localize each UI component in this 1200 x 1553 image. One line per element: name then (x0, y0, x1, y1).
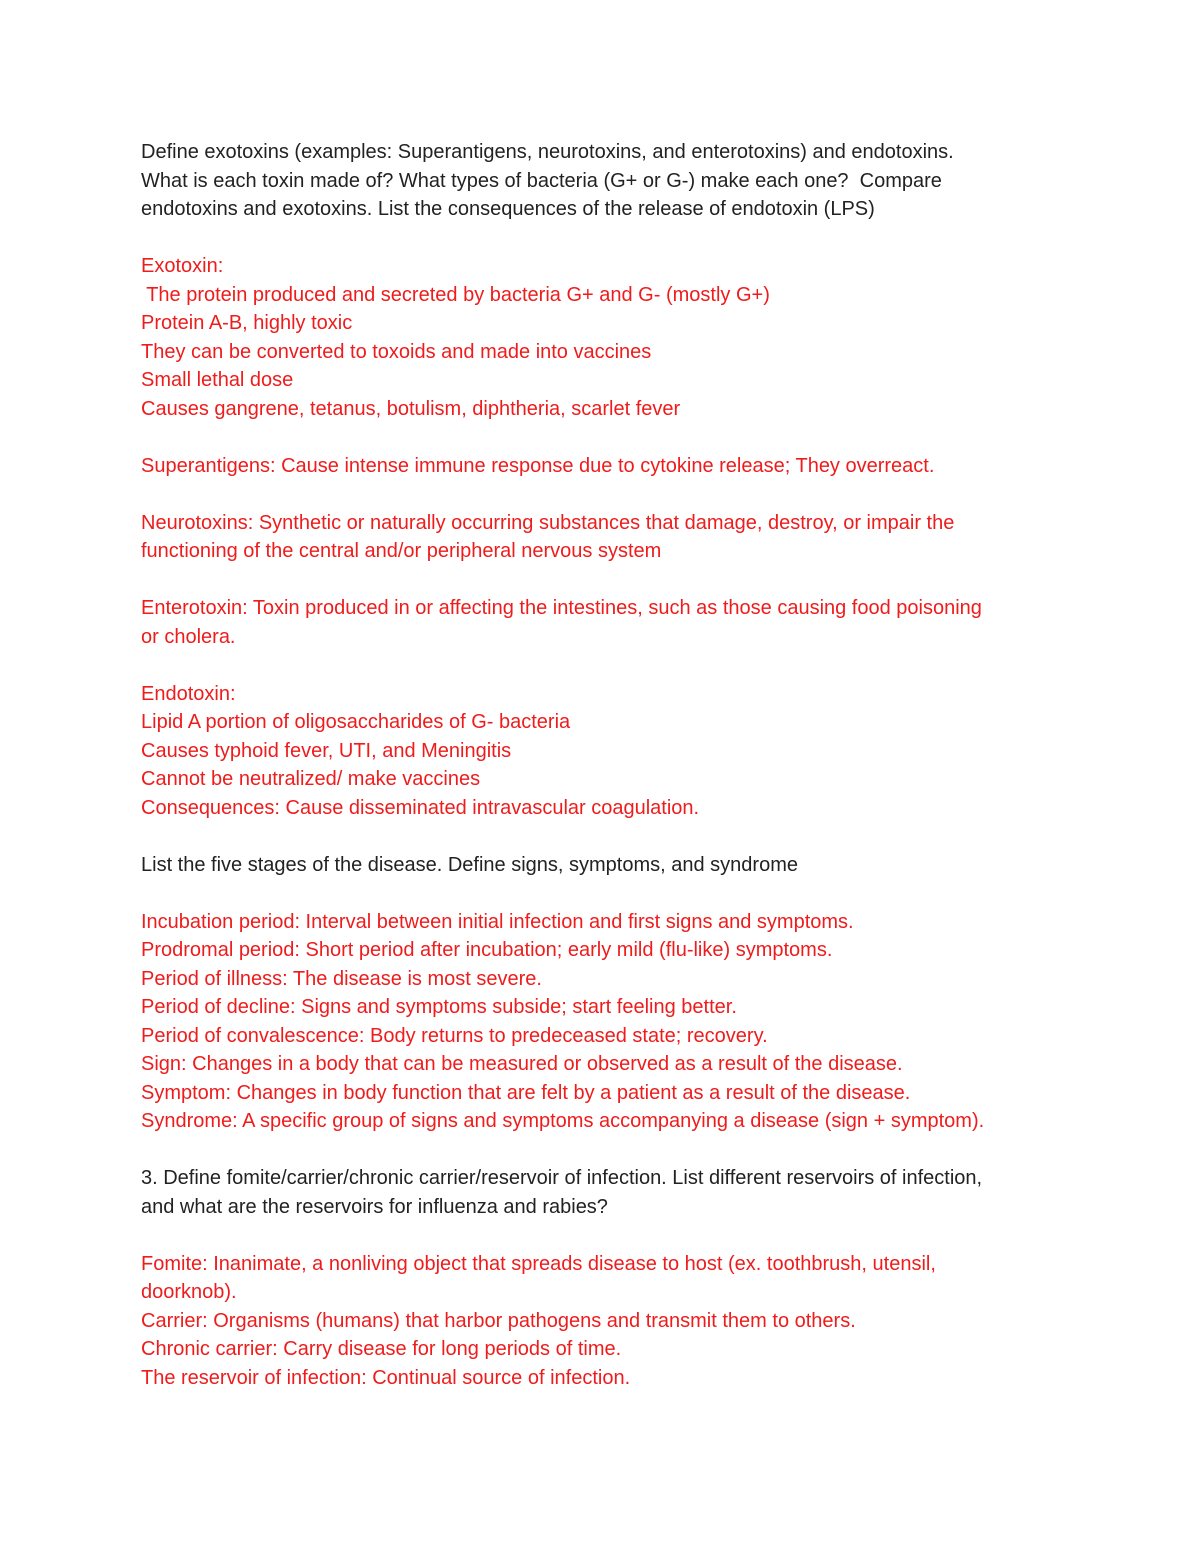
document-page (141, 138, 1071, 1392)
answer-line: Causes typhoid fever, UTI, and Meningitis (141, 739, 512, 762)
endotoxin-answer (141, 680, 1071, 823)
answer-line: Fomite: Inanimate, a nonliving object that spreads disease to host (ex. toothbrush, utensil, (141, 1252, 936, 1275)
spacer (141, 879, 1071, 908)
question-2-line: List the five stages of the disease. Define signs, symptoms, and syndrome (141, 853, 798, 876)
answer-line: Lipid A portion of oligosaccharides of G- bacteria (141, 711, 571, 733)
answer-line: Sign: Changes in a body that can be measured or observed as a result of the disease. (141, 1053, 903, 1075)
answer-line: The protein produced and secreted by bacteria G+ and G- (mostly G+) (141, 283, 770, 306)
question-2-text (141, 851, 1071, 880)
answer-line: The reservoir of infection: Continual source of infection. (141, 1366, 631, 1389)
question-3-text (141, 1164, 1071, 1221)
answer-line: Cannot be neutralized/ make vaccines (141, 768, 481, 790)
question-1-line: endotoxins and exotoxins. List the consequences of the release of endotoxin (LPS) (141, 198, 875, 220)
spacer (141, 1221, 1071, 1250)
question-3-line: and what are the reservoirs for influenza and rabies? (141, 1195, 608, 1218)
reservoir-answer (141, 1250, 1071, 1393)
answer-line: Enterotoxin: Toxin produced in or affecting the intestines, such as those causing food poisoning (141, 597, 982, 619)
spacer (141, 423, 1071, 452)
answer-line: Symptom: Changes in body function that are felt by a patient as a result of the disease. (141, 1081, 911, 1104)
answer-line: Incubation period: Interval between initial infection and first signs and symptoms. (141, 910, 854, 933)
answer-line: functioning of the central and/or peripheral nervous system (141, 540, 662, 562)
answer-line: Consequences: Cause disseminated intravascular coagulation. (141, 796, 700, 819)
answer-line: Syndrome: A specific group of signs and symptoms accompanying a disease (sign + symptom). (141, 1110, 985, 1132)
spacer (141, 480, 1071, 509)
exotoxin-heading: Exotoxin: (141, 255, 224, 277)
answer-line: Chronic carrier: Carry disease for long periods of time. (141, 1338, 622, 1360)
question-1-line: What is each toxin made of? What types of bacteria (G+ or G-) make each one? Compare (141, 169, 942, 192)
enterotoxin-answer (141, 594, 1071, 651)
answer-line: Small lethal dose (141, 369, 294, 391)
answer-line: Period of illness: The disease is most severe. (141, 967, 542, 990)
spacer (141, 822, 1071, 851)
question-3-line: 3. Define fomite/carrier/chronic carrier/reservoir of infection. List different reservoirs of infection, (141, 1167, 983, 1189)
answer-line: Prodromal period: Short period after incubation; early mild (flu-like) symptoms. (141, 939, 833, 961)
question-1-text (141, 138, 1071, 224)
answer-line: or cholera. (141, 625, 236, 648)
superantigens-answer (141, 452, 1071, 481)
answer-line: Neurotoxins: Synthetic or naturally occurring substances that damage, destroy, or impair the (141, 511, 955, 534)
exotoxin-answer (141, 252, 1071, 423)
answer-line: doorknob). (141, 1281, 237, 1303)
endotoxin-heading: Endotoxin: (141, 682, 236, 705)
neurotoxins-answer (141, 509, 1071, 566)
answer-line: Causes gangrene, tetanus, botulism, diphtheria, scarlet fever (141, 397, 681, 420)
spacer (141, 224, 1071, 253)
answer-line: Carrier: Organisms (humans) that harbor pathogens and transmit them to others. (141, 1309, 856, 1332)
stages-answer (141, 908, 1071, 1136)
answer-line: They can be converted to toxoids and made into vaccines (141, 340, 652, 363)
answer-line: Protein A-B, highly toxic (141, 312, 353, 334)
question-1-line: Define exotoxins (examples: Superantigens, neurotoxins, and enterotoxins) and endotoxins. (141, 141, 954, 163)
answer-line: Period of convalescence: Body returns to predeceased state; recovery. (141, 1024, 768, 1047)
answer-line: Period of decline: Signs and symptoms subside; start feeling better. (141, 996, 737, 1018)
answer-line: Superantigens: Cause intense immune response due to cytokine release; They overreact. (141, 454, 935, 477)
spacer (141, 566, 1071, 595)
spacer (141, 651, 1071, 680)
spacer (141, 1136, 1071, 1165)
